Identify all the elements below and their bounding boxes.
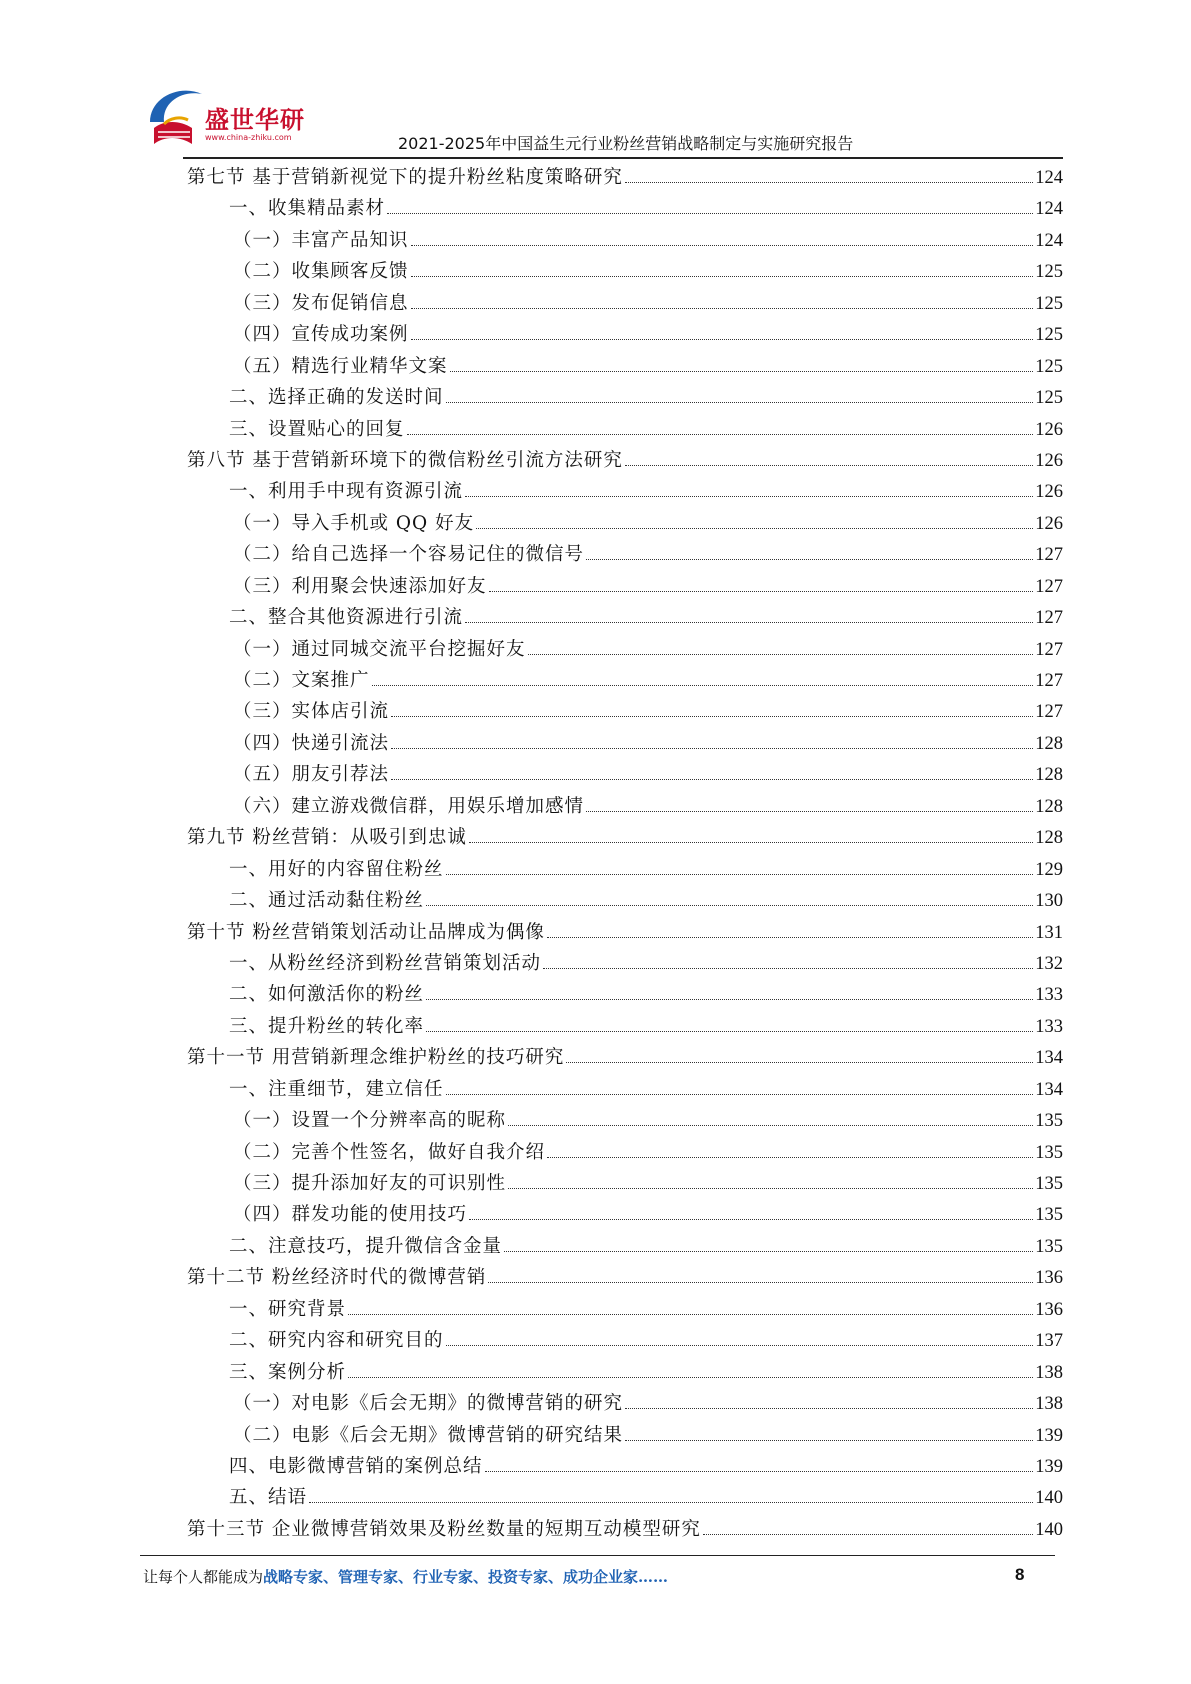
toc-subentry[interactable] xyxy=(187,508,1063,539)
toc-dot-leader xyxy=(391,715,1033,717)
toc-entry-label: 第十二节 粉丝经济时代的微博营销 xyxy=(187,1267,487,1289)
toc-dot-leader xyxy=(465,621,1033,623)
toc-dot-leader xyxy=(446,401,1034,403)
toc-entry-label: （四）快递引流法 xyxy=(233,732,390,754)
toc-entry-page: 137 xyxy=(1035,1331,1063,1352)
toc-dot-leader xyxy=(446,873,1034,875)
toc-entry-page: 135 xyxy=(1035,1205,1063,1226)
toc-entry-page: 125 xyxy=(1035,262,1063,283)
toc-entry-page: 130 xyxy=(1035,891,1063,912)
toc-dot-leader xyxy=(485,1470,1034,1472)
toc-subentry[interactable] xyxy=(187,602,1063,633)
toc-entry-page: 125 xyxy=(1035,293,1063,314)
toc-dot-leader xyxy=(450,370,1034,372)
toc-entry-label: （六）建立游戏微信群，用娱乐增加感情 xyxy=(233,795,585,817)
toc-subentry[interactable] xyxy=(187,1451,1063,1482)
toc-dot-leader xyxy=(446,1093,1034,1095)
toc-subentry[interactable] xyxy=(187,1199,1063,1230)
toc-entry-page: 135 xyxy=(1035,1142,1063,1163)
toc-entry-page: 128 xyxy=(1035,796,1063,817)
toc-subentry[interactable] xyxy=(187,728,1063,759)
toc-entry-label: 第七节 基于营销新视觉下的提升粉丝粘度策略研究 xyxy=(187,167,623,188)
toc-subentry[interactable] xyxy=(187,351,1063,382)
toc-entry-label: （一）导入手机或 QQ 好友 xyxy=(233,512,475,534)
toc-entry-page: 127 xyxy=(1035,545,1063,566)
toc-section-entry[interactable] xyxy=(187,162,1063,193)
toc-dot-leader xyxy=(407,433,1034,435)
toc-dot-leader xyxy=(469,841,1033,843)
toc-entry-page: 127 xyxy=(1035,639,1063,660)
toc-dot-leader xyxy=(504,1250,1033,1252)
toc-entry-label: 二、研究内容和研究目的 xyxy=(229,1330,444,1352)
toc-entry-label: 三、提升粉丝的转化率 xyxy=(229,1015,425,1037)
toc-entry-label: 五、结语 xyxy=(229,1487,308,1509)
toc-section-entry[interactable] xyxy=(187,1042,1063,1073)
toc-entry-label: （一）通过同城交流平台挖掘好友 xyxy=(233,638,526,660)
toc-entry-label: （二）文案推广 xyxy=(233,670,370,691)
toc-entry-label: 一、注重细节，建立信任 xyxy=(229,1078,444,1100)
logo-url: www.china-zhiku.com xyxy=(205,133,292,142)
toc-dot-leader xyxy=(411,244,1034,246)
toc-dot-leader xyxy=(488,1281,1033,1283)
toc-subentry[interactable] xyxy=(187,1294,1063,1325)
toc-entry-page: 127 xyxy=(1035,608,1063,629)
toc-entry-label: （一）对电影《后会无期》的微博营销的研究 xyxy=(233,1393,624,1415)
toc-subentry[interactable] xyxy=(187,319,1063,350)
footer-slogan xyxy=(143,1566,668,1587)
toc-subentry[interactable] xyxy=(187,1168,1063,1199)
toc-subentry[interactable] xyxy=(187,476,1063,507)
toc-entry-label: （五）朋友引荐法 xyxy=(233,764,390,786)
toc-dot-leader xyxy=(387,212,1033,214)
toc-entry-page: 134 xyxy=(1035,1079,1063,1100)
toc-subentry[interactable] xyxy=(187,1325,1063,1356)
toc-dot-leader xyxy=(547,936,1033,938)
toc-entry-page: 124 xyxy=(1035,230,1063,251)
toc-entry-label: （二）完善个性签名，做好自我介绍 xyxy=(233,1141,546,1163)
toc-section-entry[interactable] xyxy=(187,1262,1063,1293)
toc-subentry[interactable] xyxy=(187,414,1063,445)
toc-entry-label: 一、收集精品素材 xyxy=(229,198,386,220)
toc-entry-page: 135 xyxy=(1035,1111,1063,1132)
toc-entry-page: 125 xyxy=(1035,356,1063,377)
toc-subentry[interactable] xyxy=(187,382,1063,413)
table-of-contents xyxy=(187,162,1063,1545)
toc-entry-label: （一）设置一个分辨率高的昵称 xyxy=(233,1110,507,1132)
toc-entry-label: 一、研究背景 xyxy=(229,1298,347,1320)
toc-entry-page: 131 xyxy=(1035,922,1063,943)
toc-dot-leader xyxy=(372,684,1034,686)
toc-entry-page: 139 xyxy=(1035,1425,1063,1446)
toc-dot-leader xyxy=(446,1344,1034,1346)
toc-entry-page: 125 xyxy=(1035,388,1063,409)
toc-subentry[interactable] xyxy=(187,1105,1063,1136)
toc-dot-leader xyxy=(489,590,1034,592)
page-header xyxy=(0,0,1191,160)
toc-dot-leader xyxy=(426,1030,1033,1032)
header-divider xyxy=(183,157,1063,159)
toc-subentry[interactable] xyxy=(187,1357,1063,1388)
toc-subentry[interactable] xyxy=(187,225,1063,256)
toc-entry-label: （四）宣传成功案例 xyxy=(233,324,409,346)
toc-subentry[interactable] xyxy=(187,256,1063,287)
toc-entry-label: （五）精选行业精华文案 xyxy=(233,355,448,377)
toc-subentry[interactable] xyxy=(187,1482,1063,1513)
toc-entry-label: 二、整合其他资源进行引流 xyxy=(229,607,464,629)
toc-dot-leader xyxy=(309,1501,1033,1503)
toc-dot-leader xyxy=(547,1156,1033,1158)
footer-divider xyxy=(140,1555,1055,1556)
toc-entry-label: 第十节 粉丝营销策划活动让品牌成为偶像 xyxy=(187,921,545,943)
toc-entry-label: 第九节 粉丝营销：从吸引到忠诚 xyxy=(187,827,467,849)
toc-dot-leader xyxy=(625,464,1033,466)
toc-subentry[interactable] xyxy=(187,1388,1063,1419)
toc-entry-label: 第八节 基于营销新环境下的微信粉丝引流方法研究 xyxy=(187,449,623,471)
toc-dot-leader xyxy=(391,778,1033,780)
toc-entry-page: 139 xyxy=(1035,1456,1063,1477)
toc-subentry[interactable] xyxy=(187,854,1063,885)
toc-dot-leader xyxy=(465,495,1033,497)
toc-entry-label: 三、设置贴心的回复 xyxy=(229,418,405,440)
toc-subentry[interactable] xyxy=(187,1231,1063,1262)
toc-dot-leader xyxy=(348,1313,1033,1315)
toc-entry-page: 126 xyxy=(1035,450,1063,471)
footer-slogan-highlight: 战略专家、管理专家、行业专家、投资专家、成功企业家…… xyxy=(263,1568,669,1586)
toc-entry-label: （二）给自己选择一个容易记住的微信号 xyxy=(233,544,585,566)
toc-entry-page: 125 xyxy=(1035,325,1063,346)
toc-dot-leader xyxy=(625,1407,1033,1409)
toc-dot-leader xyxy=(625,1439,1033,1441)
toc-entry-page: 138 xyxy=(1035,1362,1063,1383)
footer-slogan-prefix: 让每个人都能成为 xyxy=(143,1568,264,1586)
toc-dot-leader xyxy=(411,275,1034,277)
toc-dot-leader xyxy=(469,1218,1033,1220)
toc-entry-label: 二、如何激活你的粉丝 xyxy=(229,984,425,1006)
toc-subentry[interactable] xyxy=(187,948,1063,979)
toc-entry-label: （二）收集顾客反馈 xyxy=(233,261,409,283)
toc-section-entry[interactable] xyxy=(187,822,1063,853)
toc-dot-leader xyxy=(566,1061,1033,1063)
toc-entry-page: 138 xyxy=(1035,1394,1063,1415)
toc-dot-leader xyxy=(625,181,1033,183)
toc-entry-page: 126 xyxy=(1035,482,1063,503)
toc-entry-page: 133 xyxy=(1035,1016,1063,1037)
toc-subentry[interactable] xyxy=(187,634,1063,665)
toc-dot-leader xyxy=(508,1124,1033,1126)
toc-dot-leader xyxy=(586,810,1033,812)
toc-subentry[interactable] xyxy=(187,288,1063,319)
report-title: 2021-2025年中国益生元行业粉丝营销战略制定与实施研究报告 xyxy=(398,134,854,153)
logo-text: 盛世华研 xyxy=(205,106,305,134)
toc-entry-page: 126 xyxy=(1035,419,1063,440)
toc-dot-leader xyxy=(476,527,1033,529)
toc-entry-page: 133 xyxy=(1035,985,1063,1006)
toc-entry-page: 127 xyxy=(1035,576,1063,597)
toc-subentry[interactable] xyxy=(187,571,1063,602)
toc-section-entry[interactable] xyxy=(187,445,1063,476)
toc-subentry[interactable] xyxy=(187,791,1063,822)
toc-entry-page: 127 xyxy=(1035,702,1063,723)
toc-subentry[interactable] xyxy=(187,696,1063,727)
toc-entry-page: 134 xyxy=(1035,1048,1063,1069)
toc-dot-leader xyxy=(391,747,1033,749)
toc-dot-leader xyxy=(411,307,1034,309)
toc-entry-label: （三）提升添加好友的可识别性 xyxy=(233,1173,507,1194)
toc-entry-page: 136 xyxy=(1035,1299,1063,1320)
toc-subentry[interactable] xyxy=(187,1137,1063,1168)
toc-entry-page: 124 xyxy=(1035,168,1063,188)
toc-subentry[interactable] xyxy=(187,193,1063,224)
toc-entry-page: 135 xyxy=(1035,1174,1063,1194)
toc-subentry[interactable] xyxy=(187,539,1063,570)
toc-entry-label: 一、用好的内容留住粉丝 xyxy=(229,858,444,880)
toc-dot-leader xyxy=(543,967,1033,969)
toc-dot-leader xyxy=(586,558,1033,560)
toc-entry-page: 129 xyxy=(1035,859,1063,880)
toc-subentry[interactable] xyxy=(187,1420,1063,1451)
toc-entry-page: 132 xyxy=(1035,953,1063,974)
toc-entry-label: 第十一节 用营销新理念维护粉丝的技巧研究 xyxy=(187,1047,565,1069)
toc-subentry[interactable] xyxy=(187,1011,1063,1042)
toc-entry-label: 二、注意技巧，提升微信含金量 xyxy=(229,1235,503,1257)
toc-dot-leader xyxy=(703,1533,1033,1535)
toc-entry-page: 135 xyxy=(1035,1236,1063,1257)
toc-subentry[interactable] xyxy=(187,979,1063,1010)
toc-entry-label: 二、选择正确的发送时间 xyxy=(229,387,444,409)
toc-dot-leader xyxy=(508,1187,1033,1189)
toc-entry-page: 126 xyxy=(1035,513,1063,534)
toc-entry-page: 127 xyxy=(1035,671,1063,691)
toc-entry-label: 三、案例分析 xyxy=(229,1361,347,1383)
toc-subentry[interactable] xyxy=(187,759,1063,790)
toc-entry-page: 128 xyxy=(1035,733,1063,754)
toc-entry-page: 124 xyxy=(1035,199,1063,220)
toc-entry-label: 一、利用手中现有资源引流 xyxy=(229,481,464,503)
toc-entry-label: 第十三节 企业微博营销效果及粉丝数量的短期互动模型研究 xyxy=(187,1518,701,1540)
toc-subentry[interactable] xyxy=(187,1074,1063,1105)
toc-entry-label: 四、电影微博营销的案例总结 xyxy=(229,1455,483,1477)
toc-entry-page: 128 xyxy=(1035,765,1063,786)
toc-subentry[interactable] xyxy=(187,665,1063,696)
toc-entry-label: （四）群发功能的使用技巧 xyxy=(233,1204,468,1226)
toc-entry-label: （二）电影《后会无期》微博营销的研究结果 xyxy=(233,1424,624,1446)
toc-dot-leader xyxy=(528,653,1034,655)
toc-entry-label: 二、通过活动黏住粉丝 xyxy=(229,890,425,912)
toc-subentry[interactable] xyxy=(187,885,1063,916)
toc-entry-page: 140 xyxy=(1035,1488,1063,1509)
toc-section-entry[interactable] xyxy=(187,917,1063,948)
toc-entry-page: 128 xyxy=(1035,828,1063,849)
toc-dot-leader xyxy=(348,1376,1033,1378)
page-number: 8 xyxy=(1015,1565,1025,1584)
toc-entry-page: 140 xyxy=(1035,1519,1063,1540)
toc-entry-label: （三）实体店引流 xyxy=(233,701,390,723)
toc-entry-label: （三）利用聚会快速添加好友 xyxy=(233,575,487,597)
toc-entry-label: （三）发布促销信息 xyxy=(233,292,409,314)
toc-dot-leader xyxy=(426,904,1033,906)
toc-entry-page: 136 xyxy=(1035,1268,1063,1289)
toc-dot-leader xyxy=(411,338,1034,340)
toc-section-entry[interactable] xyxy=(187,1514,1063,1545)
toc-entry-label: （一）丰富产品知识 xyxy=(233,229,409,251)
toc-entry-label: 一、从粉丝经济到粉丝营销策划活动 xyxy=(229,952,542,974)
toc-dot-leader xyxy=(426,998,1033,1000)
